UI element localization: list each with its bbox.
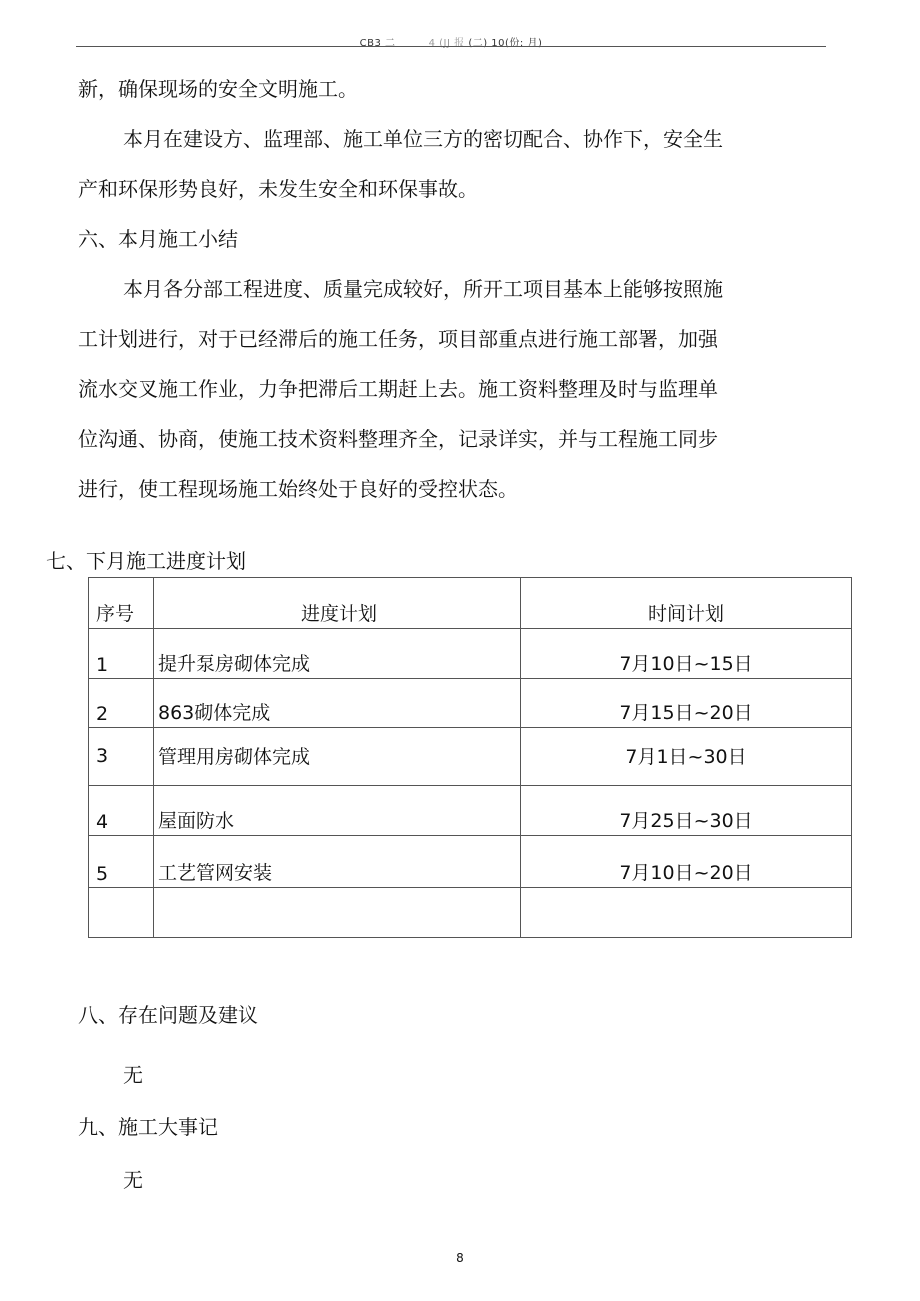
row-time: 7月10日~20日 bbox=[619, 862, 753, 884]
row-time: 7月10日~15日 bbox=[619, 653, 753, 675]
row-plan: 屋面防水 bbox=[158, 810, 235, 832]
paragraph-line: 流水交叉施工作业，力争把滞后工期赶上去。施工资料整理及时与监理单 bbox=[78, 377, 718, 401]
row-no: 1 bbox=[96, 654, 109, 676]
header-time: 时间计划 bbox=[521, 578, 852, 629]
row-time: 7月1日~30日 bbox=[625, 746, 747, 768]
paragraph-line: 产和环保形势良好，未发生安全和环保事故。 bbox=[78, 177, 478, 201]
paragraph-line: 新，确保现场的安全文明施工。 bbox=[78, 77, 358, 101]
section-9-heading: 九、施工大事记 bbox=[78, 1115, 218, 1139]
row-plan: 提升泵房砌体完成 bbox=[158, 653, 311, 675]
header-left: CB3 二 bbox=[359, 38, 396, 49]
table-row bbox=[89, 836, 852, 888]
row-no: 4 bbox=[96, 811, 109, 833]
row-no: 3 bbox=[96, 744, 109, 767]
row-time: 7月25日~30日 bbox=[619, 810, 753, 832]
section-6-heading: 六、本月施工小结 bbox=[78, 227, 238, 251]
table-row bbox=[89, 728, 852, 786]
section-8-body: 无 bbox=[123, 1063, 143, 1087]
header-no: 序号 bbox=[89, 578, 154, 629]
paragraph-line: 本月在建设方、监理部、施工单位三方的密切配合、协作下，安全生 bbox=[123, 127, 723, 151]
table-header-row bbox=[89, 578, 852, 629]
row-plan: 工艺管网安装 bbox=[158, 862, 273, 884]
schedule-table bbox=[88, 577, 852, 938]
paragraph-line: 工计划进行，对于已经滞后的施工任务，项目部重点进行施工部署，加强 bbox=[78, 327, 718, 351]
section-8-heading: 八、存在问题及建议 bbox=[78, 1003, 258, 1027]
section-9-body: 无 bbox=[123, 1168, 143, 1192]
table-row bbox=[89, 786, 852, 836]
paragraph-line: 进行，使工程现场施工始终处于良好的受控状态。 bbox=[78, 477, 518, 501]
header-plan: 进度计划 bbox=[154, 578, 521, 629]
row-time: 7月15日~20日 bbox=[619, 702, 753, 724]
row-time bbox=[521, 935, 851, 937]
header-rule bbox=[76, 46, 826, 47]
row-no bbox=[96, 935, 153, 937]
row-plan: 管理用房砌体完成 bbox=[158, 746, 311, 768]
paragraph-line: 本月各分部工程进度、质量完成较好，所开工项目基本上能够按照施 bbox=[123, 277, 723, 301]
row-plan bbox=[158, 935, 520, 937]
header-right: (二) 10(份: 月) bbox=[468, 38, 543, 49]
table-row bbox=[89, 679, 852, 728]
table-row bbox=[89, 629, 852, 679]
row-plan: 863砌体完成 bbox=[158, 702, 271, 724]
row-no: 2 bbox=[96, 703, 109, 725]
header-faint: 4 (JJ 报 bbox=[428, 38, 465, 49]
table-row bbox=[89, 888, 852, 938]
row-no: 5 bbox=[96, 863, 109, 885]
paragraph-line: 位沟通、协商，使施工技术资料整理齐全，记录详实，并与工程施工同步 bbox=[78, 427, 718, 451]
page-number: 8 bbox=[456, 1251, 464, 1265]
section-7-heading: 七、下月施工进度计划 bbox=[46, 549, 246, 573]
